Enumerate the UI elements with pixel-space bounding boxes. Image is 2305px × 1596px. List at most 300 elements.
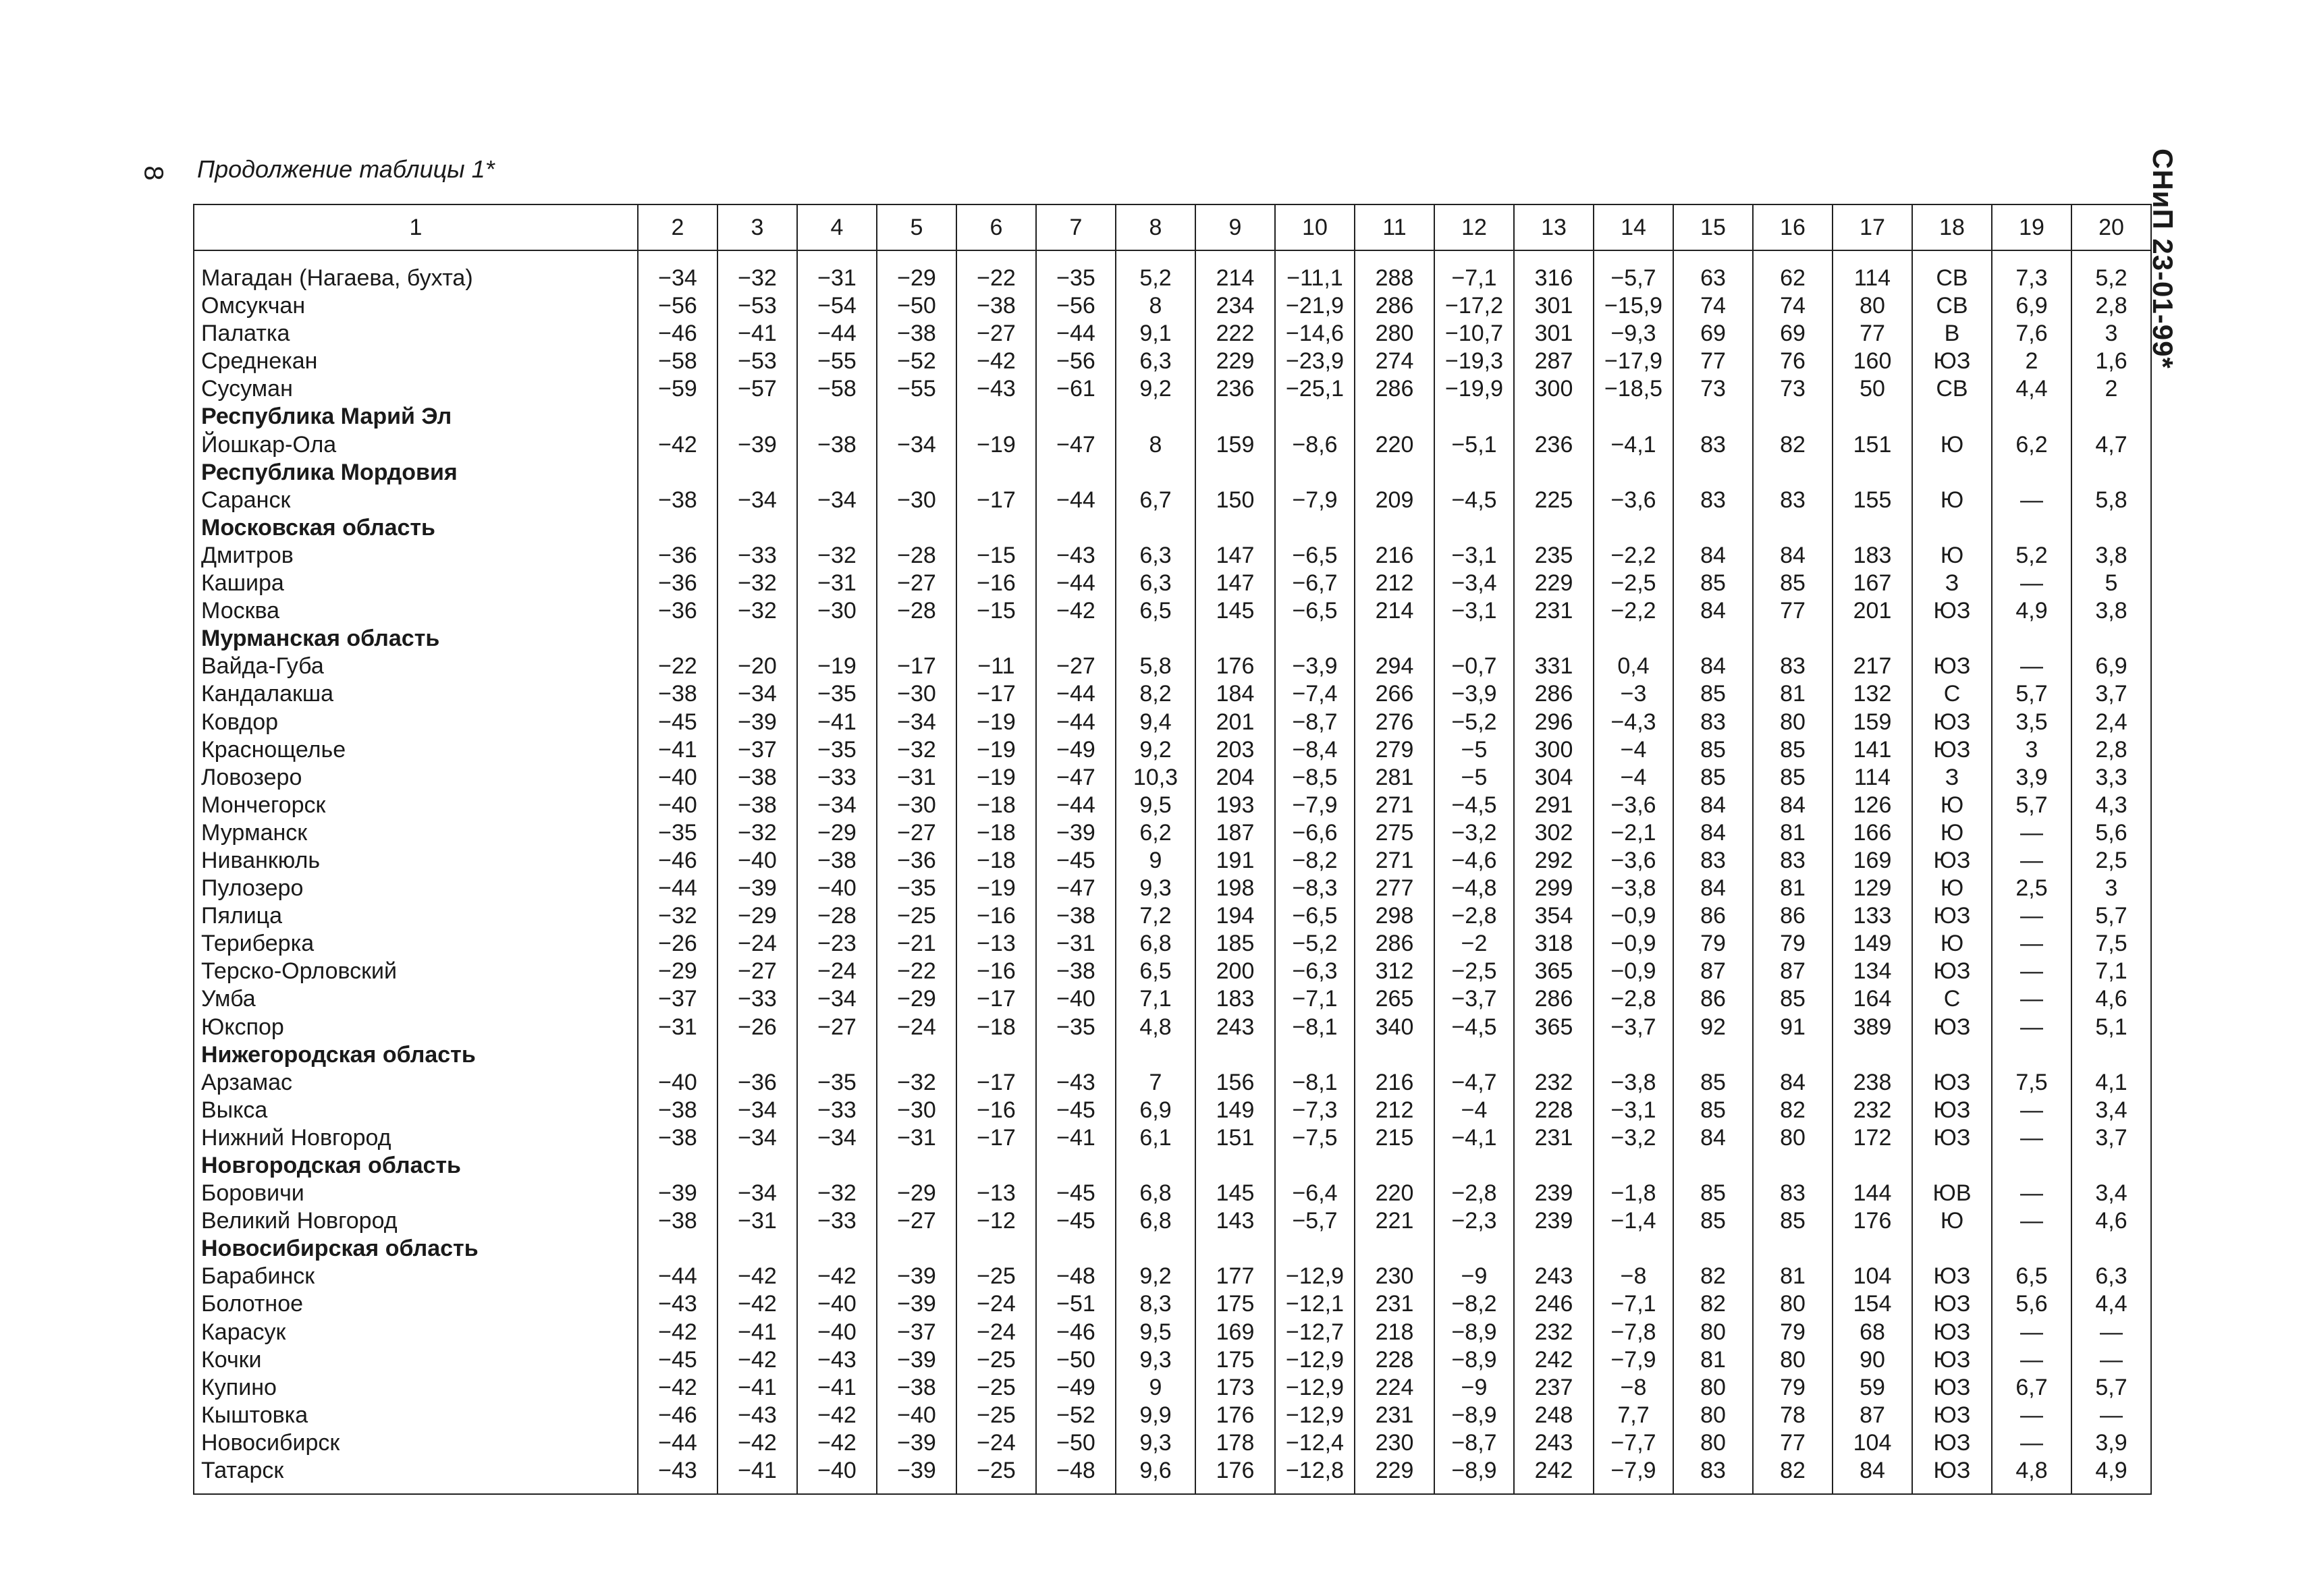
value-cell-col-8: 9,3 xyxy=(1116,1346,1195,1374)
value-cell-col-6: −13 xyxy=(956,930,1036,958)
value-cell-col-11: 212 xyxy=(1355,1097,1434,1124)
value-cell-col-6: −24 xyxy=(956,1319,1036,1346)
empty-cell xyxy=(877,1041,956,1069)
value-cell-col-3: −42 xyxy=(717,1263,797,1290)
value-cell-col-17: 134 xyxy=(1833,958,1912,985)
value-cell-col-17: 104 xyxy=(1833,1263,1912,1290)
value-cell-col-17: 114 xyxy=(1833,250,1912,292)
value-cell-col-7: −44 xyxy=(1036,487,1116,514)
value-cell-col-4: −42 xyxy=(797,1429,877,1457)
value-cell-col-13: 286 xyxy=(1514,985,1594,1013)
empty-cell xyxy=(1434,1152,1514,1180)
value-cell-col-7: −50 xyxy=(1036,1346,1116,1374)
value-cell-col-5: −40 xyxy=(877,1402,956,1429)
empty-cell xyxy=(1116,625,1195,653)
value-cell-col-16: 81 xyxy=(1753,819,1833,847)
value-cell-col-13: 365 xyxy=(1514,1014,1594,1041)
document-code: СНиП 23-01-99* xyxy=(2147,148,2179,369)
value-cell-col-19: 6,9 xyxy=(1992,292,2071,320)
value-cell-col-10: −12,9 xyxy=(1275,1346,1355,1374)
value-cell-col-3: −41 xyxy=(717,320,797,348)
value-cell-col-10: −8,5 xyxy=(1275,764,1355,792)
region-row xyxy=(194,1235,2151,1263)
value-cell-col-12: −3,2 xyxy=(1434,819,1514,847)
empty-cell xyxy=(1514,403,1594,431)
table-row xyxy=(194,375,2151,403)
value-cell-col-11: 276 xyxy=(1355,709,1434,736)
empty-cell xyxy=(1753,625,1833,653)
value-cell-col-10: −8,2 xyxy=(1275,847,1355,875)
value-cell-col-15: 85 xyxy=(1673,736,1753,764)
value-cell-col-19: 6,2 xyxy=(1992,431,2071,459)
value-cell-col-7: −40 xyxy=(1036,985,1116,1013)
table-row xyxy=(194,1374,2151,1402)
value-cell-col-17: 167 xyxy=(1833,570,1912,597)
value-cell-col-16: 76 xyxy=(1753,348,1833,375)
value-cell-col-6: −25 xyxy=(956,1402,1036,1429)
station-name: Омсукчан xyxy=(194,292,638,320)
value-cell-col-19: 3,9 xyxy=(1992,764,2071,792)
value-cell-col-4: −35 xyxy=(797,1069,877,1097)
table-row xyxy=(194,875,2151,902)
value-cell-col-8: 8,2 xyxy=(1116,680,1195,708)
value-cell-col-10: −12,9 xyxy=(1275,1374,1355,1402)
value-cell-col-20: 1,6 xyxy=(2071,348,2151,375)
value-cell-col-20: — xyxy=(2071,1319,2151,1346)
value-cell-col-2: −38 xyxy=(638,487,717,514)
value-cell-col-20: 2,4 xyxy=(2071,709,2151,736)
value-cell-col-15: 80 xyxy=(1673,1319,1753,1346)
value-cell-col-4: −23 xyxy=(797,930,877,958)
value-cell-col-5: −38 xyxy=(877,1374,956,1402)
value-cell-col-12: −8,7 xyxy=(1434,1429,1514,1457)
empty-cell xyxy=(1036,1235,1116,1263)
empty-cell xyxy=(638,625,717,653)
value-cell-col-3: −41 xyxy=(717,1457,797,1494)
value-cell-col-9: 175 xyxy=(1195,1290,1275,1318)
value-cell-col-7: −56 xyxy=(1036,292,1116,320)
value-cell-col-10: −7,3 xyxy=(1275,1097,1355,1124)
value-cell-col-8: 5,8 xyxy=(1116,653,1195,680)
value-cell-col-16: 83 xyxy=(1753,487,1833,514)
value-cell-col-9: 194 xyxy=(1195,902,1275,930)
value-cell-col-8: 9,5 xyxy=(1116,792,1195,819)
value-cell-col-18: ЮЗ xyxy=(1912,1069,1992,1097)
empty-cell xyxy=(1355,1235,1434,1263)
value-cell-col-2: −56 xyxy=(638,292,717,320)
value-cell-col-4: −40 xyxy=(797,1319,877,1346)
value-cell-col-14: 7,7 xyxy=(1594,1402,1673,1429)
value-cell-col-8: 5,2 xyxy=(1116,250,1195,292)
value-cell-col-12: −9 xyxy=(1434,1374,1514,1402)
empty-cell xyxy=(797,1152,877,1180)
table-row xyxy=(194,1429,2151,1457)
value-cell-col-16: 83 xyxy=(1753,1180,1833,1207)
value-cell-col-9: 150 xyxy=(1195,487,1275,514)
value-cell-col-20: 7,5 xyxy=(2071,930,2151,958)
value-cell-col-11: 231 xyxy=(1355,1402,1434,1429)
value-cell-col-10: −7,9 xyxy=(1275,792,1355,819)
table-row xyxy=(194,1402,2151,1429)
value-cell-col-8: 6,8 xyxy=(1116,1180,1195,1207)
value-cell-col-8: 8,3 xyxy=(1116,1290,1195,1318)
empty-cell xyxy=(956,403,1036,431)
header-row xyxy=(194,204,2151,250)
value-cell-col-17: 172 xyxy=(1833,1124,1912,1152)
value-cell-col-14: −3,6 xyxy=(1594,847,1673,875)
value-cell-col-14: −3,8 xyxy=(1594,875,1673,902)
column-header-14: 14 xyxy=(1594,204,1673,250)
value-cell-col-12: −4,6 xyxy=(1434,847,1514,875)
empty-cell xyxy=(1116,459,1195,487)
empty-cell xyxy=(1116,514,1195,542)
value-cell-col-17: 159 xyxy=(1833,709,1912,736)
table-row xyxy=(194,1290,2151,1318)
value-cell-col-2: −45 xyxy=(638,1346,717,1374)
value-cell-col-4: −38 xyxy=(797,847,877,875)
value-cell-col-4: −29 xyxy=(797,819,877,847)
value-cell-col-10: −6,6 xyxy=(1275,819,1355,847)
value-cell-col-10: −12,7 xyxy=(1275,1319,1355,1346)
value-cell-col-6: −16 xyxy=(956,958,1036,985)
value-cell-col-12: −3,4 xyxy=(1434,570,1514,597)
column-header-8: 8 xyxy=(1116,204,1195,250)
value-cell-col-11: 286 xyxy=(1355,930,1434,958)
value-cell-col-6: −25 xyxy=(956,1346,1036,1374)
value-cell-col-7: −44 xyxy=(1036,320,1116,348)
value-cell-col-6: −16 xyxy=(956,1097,1036,1124)
empty-cell xyxy=(638,459,717,487)
value-cell-col-13: 354 xyxy=(1514,902,1594,930)
value-cell-col-11: 230 xyxy=(1355,1263,1434,1290)
value-cell-col-2: −38 xyxy=(638,1207,717,1235)
value-cell-col-11: 286 xyxy=(1355,292,1434,320)
value-cell-col-9: 184 xyxy=(1195,680,1275,708)
value-cell-col-14: 0,4 xyxy=(1594,653,1673,680)
value-cell-col-11: 220 xyxy=(1355,431,1434,459)
value-cell-col-13: 242 xyxy=(1514,1457,1594,1494)
value-cell-col-4: −31 xyxy=(797,570,877,597)
table-row xyxy=(194,1097,2151,1124)
value-cell-col-8: 7 xyxy=(1116,1069,1195,1097)
column-header-4: 4 xyxy=(797,204,877,250)
station-name: Мончегорск xyxy=(194,792,638,819)
value-cell-col-19: — xyxy=(1992,985,2071,1013)
empty-cell xyxy=(1992,514,2071,542)
value-cell-col-20: 2,8 xyxy=(2071,292,2151,320)
value-cell-col-10: −3,9 xyxy=(1275,653,1355,680)
value-cell-col-7: −45 xyxy=(1036,1097,1116,1124)
value-cell-col-2: −42 xyxy=(638,1374,717,1402)
value-cell-col-4: −44 xyxy=(797,320,877,348)
value-cell-col-15: 77 xyxy=(1673,348,1753,375)
empty-cell xyxy=(1833,514,1912,542)
value-cell-col-4: −38 xyxy=(797,431,877,459)
value-cell-col-9: 176 xyxy=(1195,1457,1275,1494)
value-cell-col-4: −34 xyxy=(797,487,877,514)
value-cell-col-14: −17,9 xyxy=(1594,348,1673,375)
value-cell-col-6: −16 xyxy=(956,902,1036,930)
value-cell-col-4: −19 xyxy=(797,653,877,680)
value-cell-col-19: — xyxy=(1992,1097,2071,1124)
value-cell-col-11: 224 xyxy=(1355,1374,1434,1402)
station-name: Вайда-Губа xyxy=(194,653,638,680)
empty-cell xyxy=(877,459,956,487)
value-cell-col-12: −4,1 xyxy=(1434,1124,1514,1152)
value-cell-col-15: 74 xyxy=(1673,292,1753,320)
value-cell-col-18: ЮЗ xyxy=(1912,736,1992,764)
empty-cell xyxy=(956,625,1036,653)
station-name: Ниванкюль xyxy=(194,847,638,875)
value-cell-col-15: 82 xyxy=(1673,1263,1753,1290)
value-cell-col-6: −19 xyxy=(956,431,1036,459)
station-name: Кочки xyxy=(194,1346,638,1374)
value-cell-col-15: 80 xyxy=(1673,1429,1753,1457)
empty-cell xyxy=(2071,403,2151,431)
value-cell-col-4: −34 xyxy=(797,985,877,1013)
value-cell-col-3: −39 xyxy=(717,431,797,459)
value-cell-col-15: 79 xyxy=(1673,930,1753,958)
empty-cell xyxy=(956,459,1036,487)
value-cell-col-10: −8,1 xyxy=(1275,1069,1355,1097)
value-cell-col-13: 243 xyxy=(1514,1429,1594,1457)
value-cell-col-8: 6,9 xyxy=(1116,1097,1195,1124)
value-cell-col-14: −1,8 xyxy=(1594,1180,1673,1207)
value-cell-col-18: З xyxy=(1912,764,1992,792)
empty-cell xyxy=(877,403,956,431)
value-cell-col-4: −32 xyxy=(797,542,877,570)
value-cell-col-16: 82 xyxy=(1753,431,1833,459)
value-cell-col-20: 7,1 xyxy=(2071,958,2151,985)
value-cell-col-19: — xyxy=(1992,570,2071,597)
page-number: 8 xyxy=(138,165,169,181)
value-cell-col-4: −40 xyxy=(797,1457,877,1494)
value-cell-col-14: −3,1 xyxy=(1594,1097,1673,1124)
station-name: Нижний Новгород xyxy=(194,1124,638,1152)
value-cell-col-5: −27 xyxy=(877,819,956,847)
value-cell-col-14: −8 xyxy=(1594,1374,1673,1402)
value-cell-col-13: 291 xyxy=(1514,792,1594,819)
value-cell-col-18: ЮЗ xyxy=(1912,1374,1992,1402)
value-cell-col-15: 85 xyxy=(1673,680,1753,708)
value-cell-col-13: 365 xyxy=(1514,958,1594,985)
value-cell-col-7: −35 xyxy=(1036,250,1116,292)
value-cell-col-9: 175 xyxy=(1195,1346,1275,1374)
empty-cell xyxy=(1992,1152,2071,1180)
value-cell-col-7: −48 xyxy=(1036,1457,1116,1494)
value-cell-col-16: 84 xyxy=(1753,1069,1833,1097)
value-cell-col-16: 85 xyxy=(1753,1207,1833,1235)
station-name: Умба xyxy=(194,985,638,1013)
value-cell-col-16: 79 xyxy=(1753,1319,1833,1346)
empty-cell xyxy=(1514,625,1594,653)
value-cell-col-13: 300 xyxy=(1514,375,1594,403)
empty-cell xyxy=(1753,459,1833,487)
value-cell-col-16: 79 xyxy=(1753,1374,1833,1402)
value-cell-col-16: 82 xyxy=(1753,1097,1833,1124)
value-cell-col-15: 85 xyxy=(1673,1207,1753,1235)
empty-cell xyxy=(877,1235,956,1263)
value-cell-col-11: 271 xyxy=(1355,792,1434,819)
value-cell-col-5: −28 xyxy=(877,597,956,625)
value-cell-col-6: −12 xyxy=(956,1207,1036,1235)
value-cell-col-3: −39 xyxy=(717,709,797,736)
value-cell-col-16: 78 xyxy=(1753,1402,1833,1429)
value-cell-col-19: 2 xyxy=(1992,348,2071,375)
station-name: Юкспор xyxy=(194,1014,638,1041)
table-row xyxy=(194,930,2151,958)
value-cell-col-12: −2,8 xyxy=(1434,902,1514,930)
value-cell-col-8: 6,3 xyxy=(1116,570,1195,597)
value-cell-col-13: 236 xyxy=(1514,431,1594,459)
value-cell-col-15: 85 xyxy=(1673,570,1753,597)
value-cell-col-20: 4,4 xyxy=(2071,1290,2151,1318)
value-cell-col-20: 3,7 xyxy=(2071,1124,2151,1152)
value-cell-col-11: 209 xyxy=(1355,487,1434,514)
table-row xyxy=(194,597,2151,625)
column-header-12: 12 xyxy=(1434,204,1514,250)
value-cell-col-4: −30 xyxy=(797,597,877,625)
value-cell-col-15: 86 xyxy=(1673,985,1753,1013)
value-cell-col-6: −42 xyxy=(956,348,1036,375)
value-cell-col-17: 166 xyxy=(1833,819,1912,847)
value-cell-col-15: 83 xyxy=(1673,431,1753,459)
value-cell-col-17: 141 xyxy=(1833,736,1912,764)
value-cell-col-16: 85 xyxy=(1753,764,1833,792)
value-cell-col-17: 217 xyxy=(1833,653,1912,680)
value-cell-col-6: −17 xyxy=(956,1124,1036,1152)
value-cell-col-12: −8,2 xyxy=(1434,1290,1514,1318)
value-cell-col-12: −3,1 xyxy=(1434,542,1514,570)
value-cell-col-8: 6,3 xyxy=(1116,348,1195,375)
empty-cell xyxy=(638,1152,717,1180)
value-cell-col-2: −29 xyxy=(638,958,717,985)
empty-cell xyxy=(1594,625,1673,653)
empty-cell xyxy=(1673,459,1753,487)
table-row xyxy=(194,292,2151,320)
region-row xyxy=(194,403,2151,431)
value-cell-col-6: −19 xyxy=(956,764,1036,792)
region-name: Мурманская область xyxy=(194,625,638,653)
value-cell-col-8: 6,2 xyxy=(1116,819,1195,847)
value-cell-col-9: 169 xyxy=(1195,1319,1275,1346)
value-cell-col-16: 62 xyxy=(1753,250,1833,292)
value-cell-col-14: −2,2 xyxy=(1594,542,1673,570)
value-cell-col-16: 83 xyxy=(1753,847,1833,875)
value-cell-col-17: 149 xyxy=(1833,930,1912,958)
value-cell-col-9: 178 xyxy=(1195,1429,1275,1457)
empty-cell xyxy=(1833,459,1912,487)
empty-cell xyxy=(1833,1152,1912,1180)
table-row xyxy=(194,570,2151,597)
empty-cell xyxy=(1275,514,1355,542)
value-cell-col-19: 4,9 xyxy=(1992,597,2071,625)
value-cell-col-10: −23,9 xyxy=(1275,348,1355,375)
value-cell-col-16: 86 xyxy=(1753,902,1833,930)
value-cell-col-12: −4,8 xyxy=(1434,875,1514,902)
value-cell-col-6: −24 xyxy=(956,1290,1036,1318)
value-cell-col-4: −42 xyxy=(797,1402,877,1429)
value-cell-col-5: −30 xyxy=(877,1097,956,1124)
value-cell-col-5: −35 xyxy=(877,875,956,902)
value-cell-col-4: −43 xyxy=(797,1346,877,1374)
value-cell-col-4: −33 xyxy=(797,1097,877,1124)
empty-cell xyxy=(1673,403,1753,431)
value-cell-col-15: 84 xyxy=(1673,875,1753,902)
value-cell-col-5: −39 xyxy=(877,1429,956,1457)
region-row xyxy=(194,1152,2151,1180)
empty-cell xyxy=(1275,1041,1355,1069)
value-cell-col-16: 74 xyxy=(1753,292,1833,320)
value-cell-col-12: −4,5 xyxy=(1434,792,1514,819)
station-name: Палатка xyxy=(194,320,638,348)
station-name: Териберка xyxy=(194,930,638,958)
value-cell-col-13: 232 xyxy=(1514,1069,1594,1097)
value-cell-col-9: 200 xyxy=(1195,958,1275,985)
value-cell-col-15: 92 xyxy=(1673,1014,1753,1041)
value-cell-col-5: −36 xyxy=(877,847,956,875)
column-header-7: 7 xyxy=(1036,204,1116,250)
value-cell-col-3: −57 xyxy=(717,375,797,403)
region-name: Республика Марий Эл xyxy=(194,403,638,431)
empty-cell xyxy=(1355,459,1434,487)
value-cell-col-5: −39 xyxy=(877,1290,956,1318)
value-cell-col-16: 77 xyxy=(1753,1429,1833,1457)
value-cell-col-20: 4,3 xyxy=(2071,792,2151,819)
value-cell-col-6: −17 xyxy=(956,487,1036,514)
empty-cell xyxy=(717,1041,797,1069)
value-cell-col-3: −32 xyxy=(717,819,797,847)
value-cell-col-5: −39 xyxy=(877,1263,956,1290)
value-cell-col-18: Ю xyxy=(1912,792,1992,819)
empty-cell xyxy=(1434,1235,1514,1263)
value-cell-col-12: −5,2 xyxy=(1434,709,1514,736)
empty-cell xyxy=(1594,403,1673,431)
value-cell-col-15: 85 xyxy=(1673,764,1753,792)
empty-cell xyxy=(2071,1152,2151,1180)
value-cell-col-17: 232 xyxy=(1833,1097,1912,1124)
value-cell-col-7: −51 xyxy=(1036,1290,1116,1318)
value-cell-col-17: 183 xyxy=(1833,542,1912,570)
station-name: Саранск xyxy=(194,487,638,514)
value-cell-col-12: −2,5 xyxy=(1434,958,1514,985)
value-cell-col-5: −29 xyxy=(877,1180,956,1207)
value-cell-col-4: −54 xyxy=(797,292,877,320)
value-cell-col-20: 5,1 xyxy=(2071,1014,2151,1041)
column-header-2: 2 xyxy=(638,204,717,250)
value-cell-col-5: −30 xyxy=(877,792,956,819)
value-cell-col-13: 301 xyxy=(1514,320,1594,348)
value-cell-col-9: 177 xyxy=(1195,1263,1275,1290)
value-cell-col-18: ЮЗ xyxy=(1912,653,1992,680)
value-cell-col-12: −8,9 xyxy=(1434,1457,1514,1494)
value-cell-col-12: −2,8 xyxy=(1434,1180,1514,1207)
value-cell-col-3: −29 xyxy=(717,902,797,930)
station-name: Краснощелье xyxy=(194,736,638,764)
station-name: Ловозеро xyxy=(194,764,638,792)
empty-cell xyxy=(1036,403,1116,431)
value-cell-col-7: −45 xyxy=(1036,1180,1116,1207)
value-cell-col-7: −45 xyxy=(1036,1207,1116,1235)
table-row xyxy=(194,250,2151,292)
value-cell-col-14: −4,3 xyxy=(1594,709,1673,736)
value-cell-col-2: −44 xyxy=(638,1263,717,1290)
empty-cell xyxy=(877,1152,956,1180)
value-cell-col-18: СВ xyxy=(1912,250,1992,292)
station-name: Болотное xyxy=(194,1290,638,1318)
value-cell-col-3: −34 xyxy=(717,680,797,708)
value-cell-col-3: −53 xyxy=(717,348,797,375)
